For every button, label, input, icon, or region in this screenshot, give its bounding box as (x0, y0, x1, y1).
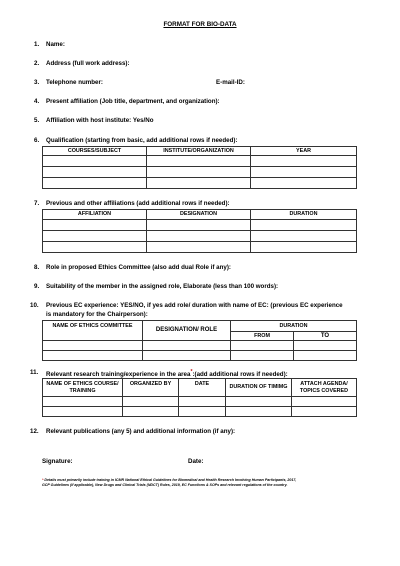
item-label-suffix: :(add additional rows if needed): (192, 371, 288, 379)
item-number: 5. (34, 117, 40, 124)
qualification-table (42, 146, 357, 189)
item-label: Affiliation with host institute: Yes/No (46, 117, 154, 124)
footnote-text-1: Details must primarily include training in ICMR National Ethical Guidelines for Biomedical and Health Research Involving Human Participants, 2017, (44, 478, 297, 482)
table-header: DURATION (251, 210, 357, 220)
item-label: Relevant publications (any 5) and additional information (if any): (46, 428, 236, 435)
table-row (43, 167, 357, 178)
footnote-marker: * (190, 369, 193, 375)
footnote-star: * (42, 478, 44, 482)
item-label: Present affiliation (Job title, department, and organization): (46, 98, 220, 105)
item-label: Previous EC experience: YES/NO, if yes add role/ duration with name of EC: (previous EC experience (46, 302, 343, 309)
item-label: Suitability of the member in the assigned role, Elaborate (less than 100 words): (46, 283, 279, 290)
item-label: Address (full work address): (46, 60, 130, 67)
item-number: 11. (30, 369, 39, 376)
table-header: ATTACH AGENDA/ TOPICS COVERED (292, 379, 357, 397)
signature-label: Signature: (42, 458, 73, 465)
item-number: 2. (34, 60, 40, 67)
item-label (46, 369, 288, 378)
table-header: ORGANIZED BY (123, 379, 179, 397)
table-header: INSTITUTE/ORGANIZATION (147, 147, 251, 156)
table-row (43, 156, 357, 167)
research-training-table (42, 378, 357, 417)
table-row (43, 220, 357, 231)
table-header: COURSES/SUBJECT (43, 147, 147, 156)
item-label: Previous and other affiliations (add additional rows if needed): (46, 200, 230, 207)
table-header: YEAR (251, 147, 357, 156)
item-number: 9. (34, 283, 40, 290)
table-header: DESIGNATION (147, 210, 251, 220)
footnote (42, 478, 362, 488)
table-row (43, 242, 357, 253)
item-number: 10. (30, 302, 39, 309)
item-number: 8. (34, 264, 40, 271)
table-row (43, 407, 357, 417)
item-number: 1. (34, 41, 40, 48)
item-number: 3. (34, 79, 40, 86)
ec-experience-table (42, 320, 357, 361)
table-row (43, 397, 357, 407)
item-label: Name: (46, 41, 65, 48)
affiliations-table (42, 209, 357, 253)
item-number: 4. (34, 98, 40, 105)
table-header: TO (294, 332, 357, 341)
email-label: E-mail-ID: (216, 79, 245, 86)
table-header: AFFILIATION (43, 210, 147, 220)
table-row (43, 341, 357, 351)
table-row (43, 351, 357, 361)
item-number: 12. (30, 428, 39, 435)
document-title: FORMAT FOR BIO-DATA (163, 21, 237, 28)
footnote-line-2: GCP Guidelines (if applicable), New Drugs and Clinical Trials (NDCT) Rules, 2019, EC Functions & SOPs and relevant regulations of the country. (42, 483, 288, 487)
item-ec-experience-line2: is mandatory for the Chairperson): (46, 311, 148, 318)
item-number: 7. (34, 200, 40, 207)
table-header: DURATION (231, 321, 357, 332)
table-header: DATE (179, 379, 226, 397)
item-label: Telephone number: (46, 79, 103, 86)
item-label: Role in proposed Ethics Committee (also add dual Role if any): (46, 264, 231, 271)
table-header: FROM (231, 332, 294, 341)
table-header: DURATION OF TIMIMG (226, 379, 292, 397)
table-header: NAME OF ETHICS COMMITTEE (43, 321, 143, 341)
date-label: Date: (188, 458, 204, 465)
item-label: Qualification (starting from basic, add additional rows if needed): (46, 137, 238, 144)
table-header: DESIGNATION/ ROLE (143, 321, 231, 341)
table-header: NAME OF ETHICS COURSE/ TRAINING (43, 379, 123, 397)
item-label-text: Relevant research training/experience in the area (46, 371, 191, 379)
table-row (43, 178, 357, 189)
item-number: 6. (34, 137, 40, 144)
table-row (43, 231, 357, 242)
